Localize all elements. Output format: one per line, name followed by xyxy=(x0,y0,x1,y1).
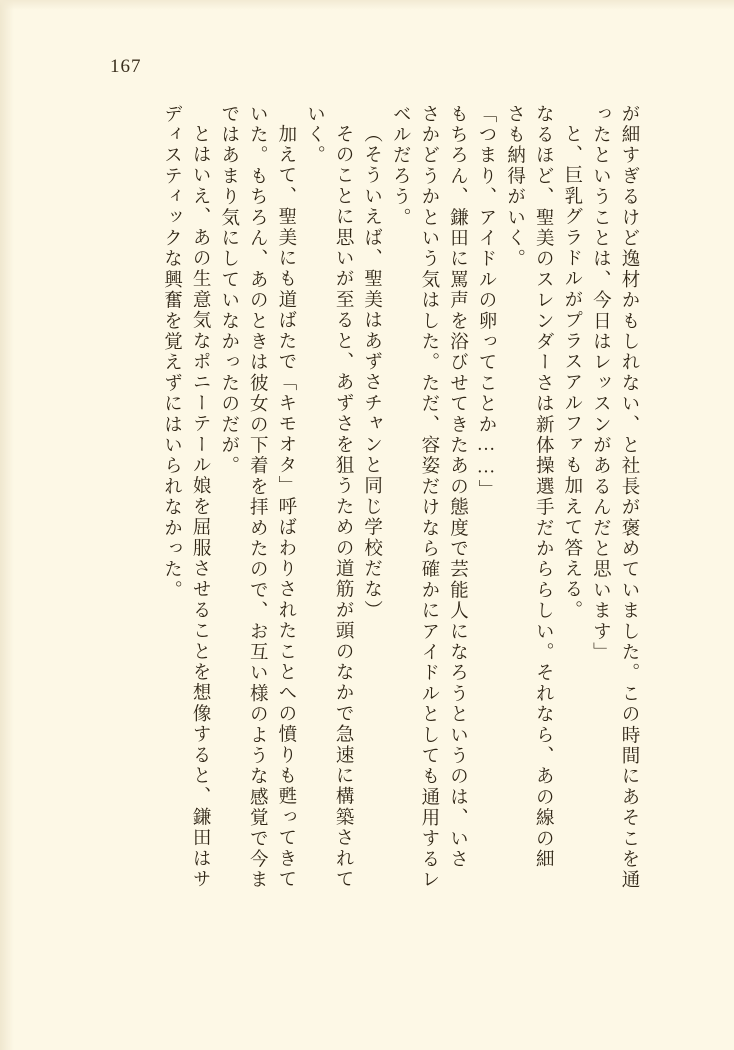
text-line: ディスティックな興奮を覚えずにはいられなかった。 xyxy=(161,104,182,601)
text-line: ではあまり気にしていなかったのだが。 xyxy=(218,104,239,477)
text-line: ベルだろう。 xyxy=(390,104,411,229)
page-edge-shading-top xyxy=(0,0,734,10)
text-line: 加えて、聖美にも道ばたで「キモオタ」呼ばわりされたことへの憤りも甦ってきて xyxy=(275,124,296,890)
text-line: 「つまり、アイドルの卵ってことか……」 xyxy=(476,104,497,501)
vertical-text-body xyxy=(78,104,638,1004)
text-line: そのことに思いが至ると、あずさを狙うための道筋が頭のなかで急速に構築されて xyxy=(333,124,354,890)
text-line: なるほど、聖美のスレンダーさは新体操選手だかららしい。それなら、あの線の細 xyxy=(533,104,554,870)
text-line: もちろん、鎌田に罵声を浴びせてきたあの態度で芸能人になろうというのは、いさ xyxy=(447,104,468,870)
text-line: いく。 xyxy=(304,104,325,167)
text-line: が細すぎるけど逸材かもしれない、と社長が褒めていました。この時間にあそこを通 xyxy=(619,104,639,891)
text-line: さかどうかという気はした。ただ、容姿だけなら確かにアイドルとしても通用するレ xyxy=(418,104,439,891)
text-line: と、巨乳グラドルがプラスアルファも加えて答える。 xyxy=(561,124,582,621)
text-line: ったということは、今日はレッスンがあるんだと思います」 xyxy=(590,104,611,663)
page-number: 167 xyxy=(110,56,142,77)
text-line: （そういえば、聖美はあずさチャンと同じ学校だな） xyxy=(361,124,382,621)
text-line: いた。もちろん、あのときは彼女の下着を拝めたので、お互い様のような感覚で今ま xyxy=(247,104,268,891)
page-edge-shading-left xyxy=(0,0,14,1050)
text-line: とはいえ、あの生意気なポニーテール娘を屈服させることを想像すると、鎌田はサ xyxy=(190,124,211,890)
text-line: さも納得がいく。 xyxy=(504,104,525,270)
